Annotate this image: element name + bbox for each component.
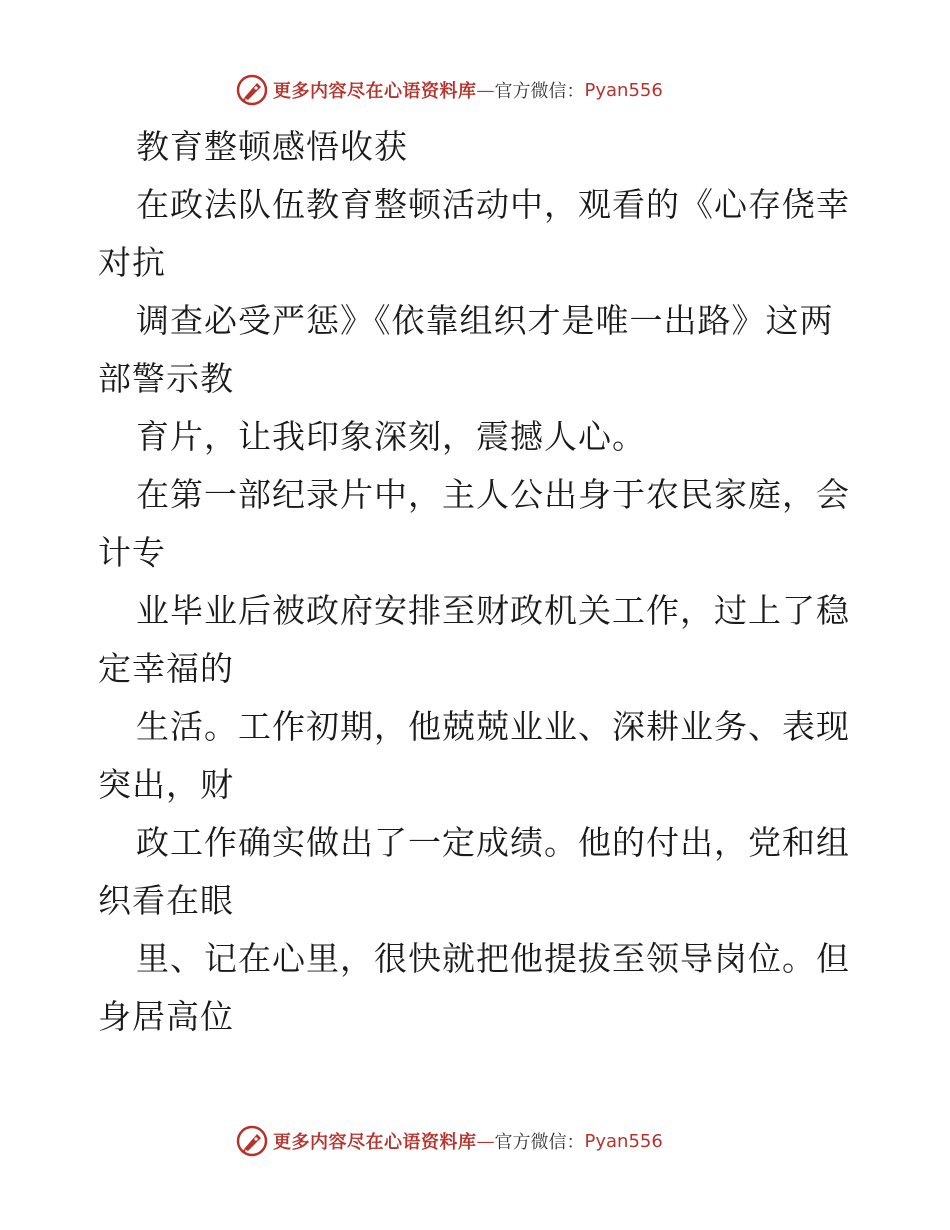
body-line: 织看在眼 [98,881,234,920]
document-title: 教育整顿感悟收获 [136,127,408,166]
header-watermark [235,72,715,108]
watermark-site-text: 更多内容尽在心语资料库 [273,1132,477,1153]
body-line: 计专 [98,533,166,572]
pen-nib-logo-icon [235,1124,269,1158]
body-line: 部警示教 [98,359,234,398]
body-line: 突出，财 [98,765,234,804]
body-line: 在第一部纪录片中，主人公出身于农民家庭，会 [136,475,850,514]
pen-nib-logo-icon [235,73,269,107]
body-line: 身居高位 [98,997,234,1036]
footer-watermark [235,1123,715,1159]
body-line: 对抗 [98,243,166,282]
body-line: 育片，让我印象深刻，震撼人心。 [136,417,646,456]
watermark-label: 官方微信： [494,1132,585,1153]
watermark-dash: — [476,79,495,101]
watermark-account: Pyan556 [584,79,663,101]
body-line: 业毕业后被政府安排至财政机关工作，过上了稳 [136,591,850,630]
body-line: 调查必受严惩》《依靠组织才是唯一出路》这两 [136,301,834,340]
body-line: 里、记在心里，很快就把他提拔至领导岗位。但 [136,939,850,978]
watermark-label: 官方微信： [494,81,585,102]
body-line: 政工作确实做出了一定成绩。他的付出，党和组 [136,823,850,862]
watermark-dash: — [476,1130,495,1152]
watermark-site-text: 更多内容尽在心语资料库 [273,81,477,102]
watermark-account: Pyan556 [584,1130,663,1152]
body-line: 在政法队伍教育整顿活动中，观看的《心存侥幸 [136,185,850,224]
body-line: 定幸福的 [98,649,234,688]
document-body [98,118,858,1046]
body-line: 生活。工作初期，他兢兢业业、深耕业务、表现 [136,707,850,746]
